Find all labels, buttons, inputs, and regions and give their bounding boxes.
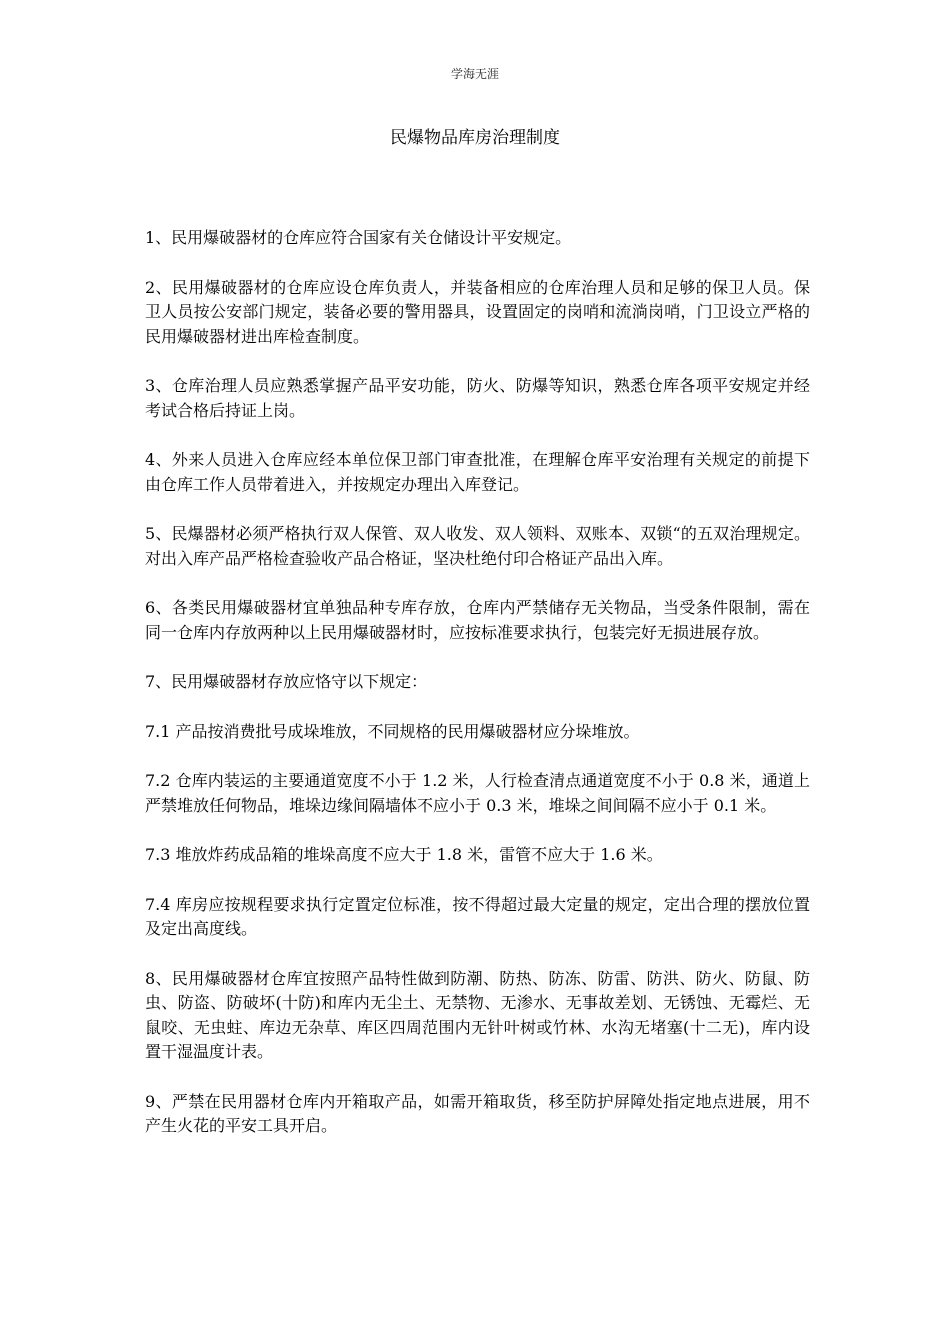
paragraph-7: 7、民用爆破器材存放应恪守以下规定： xyxy=(145,672,428,691)
document-body xyxy=(145,226,810,1164)
paragraph-7-2: 7.2 仓库内装运的主要通道宽度不小于 1.2 米，人行检查清点通道宽度不小于 0.8 米，通道上严禁堆放任何物品，堆垛边缘间隔墙体不应小于 0.3 米，堆垛之间间隔不应小于 0.1 米。 xyxy=(145,771,810,815)
paragraph-7-1: 7.1 产品按消费批号成垛堆放，不同规格的民用爆破器材应分垛堆放。 xyxy=(145,721,640,741)
paragraph-1: 1、民用爆破器材的仓库应符合国家有关仓储设计平安规定。 xyxy=(145,228,572,247)
page-header: 学海无涯 xyxy=(450,67,499,81)
document-title: 民爆物品库房治理制度 xyxy=(390,128,560,148)
paragraph-4: 4、外来人员进入仓库应经本单位保卫部门审查批准，在理解仓库平安治理有关规定的前提下由仓库工作人员带着进入，并按规定办理出入库登记。 xyxy=(145,450,810,494)
paragraph-2: 2、民用爆破器材的仓库应设仓库负责人，并装备相应的仓库治理人员和足够的保卫人员。保卫人员按公安部门规定，装备必要的警用器具，设置固定的岗哨和流淌岗哨，门卫设立严格的民用爆破器材进出库检查制度。 xyxy=(145,277,810,346)
paragraph-6: 6、各类民用爆破器材宜单独品种专库存放，仓库内严禁储存无关物品，当受条件限制，需在同一仓库内存放两种以上民用爆破器材时，应按标准要求执行，包装完好无损进展存放。 xyxy=(145,598,810,642)
paragraph-7-3: 7.3 堆放炸药成品箱的堆垛高度不应大于 1.8 米，雷管不应大于 1.6 米。 xyxy=(145,845,663,864)
paragraph-7-4: 7.4 库房应按规程要求执行定置定位标准，按不得超过最大定量的规定，定出合理的摆放位置及定出高度线。 xyxy=(145,894,810,938)
paragraph-9: 9、严禁在民用器材仓库内开箱取产品，如需开箱取货，移至防护屏障处指定地点进展，用不产生火花的平安工具开启。 xyxy=(145,1091,810,1135)
paragraph-3: 3、仓库治理人员应熟悉掌握产品平安功能，防火、防爆等知识，熟悉仓库各项平安规定并经考试合格后持证上岗。 xyxy=(145,376,810,420)
paragraph-5: 5、民爆器材必须严格执行双人保管、双人收发、双人领料、双账本、双锁“的五双治理规定。对出入库产品严格检查验收产品合格证，坚决杜绝付印合格证产品出入库。 xyxy=(145,524,810,568)
paragraph-8: 8、民用爆破器材仓库宜按照产品特性做到防潮、防热、防冻、防雷、防洪、防火、防鼠、防虫、防盗、防破坏(十防)和库内无尘土、无禁物、无渗水、无事故差划、无锈蚀、无霉烂、无鼠咬、无虫蛀、库边无杂草、库区四周范围内无针叶树或竹林、水沟无堵塞(十二无)，库内设置干湿温度计表。 xyxy=(145,968,810,1061)
